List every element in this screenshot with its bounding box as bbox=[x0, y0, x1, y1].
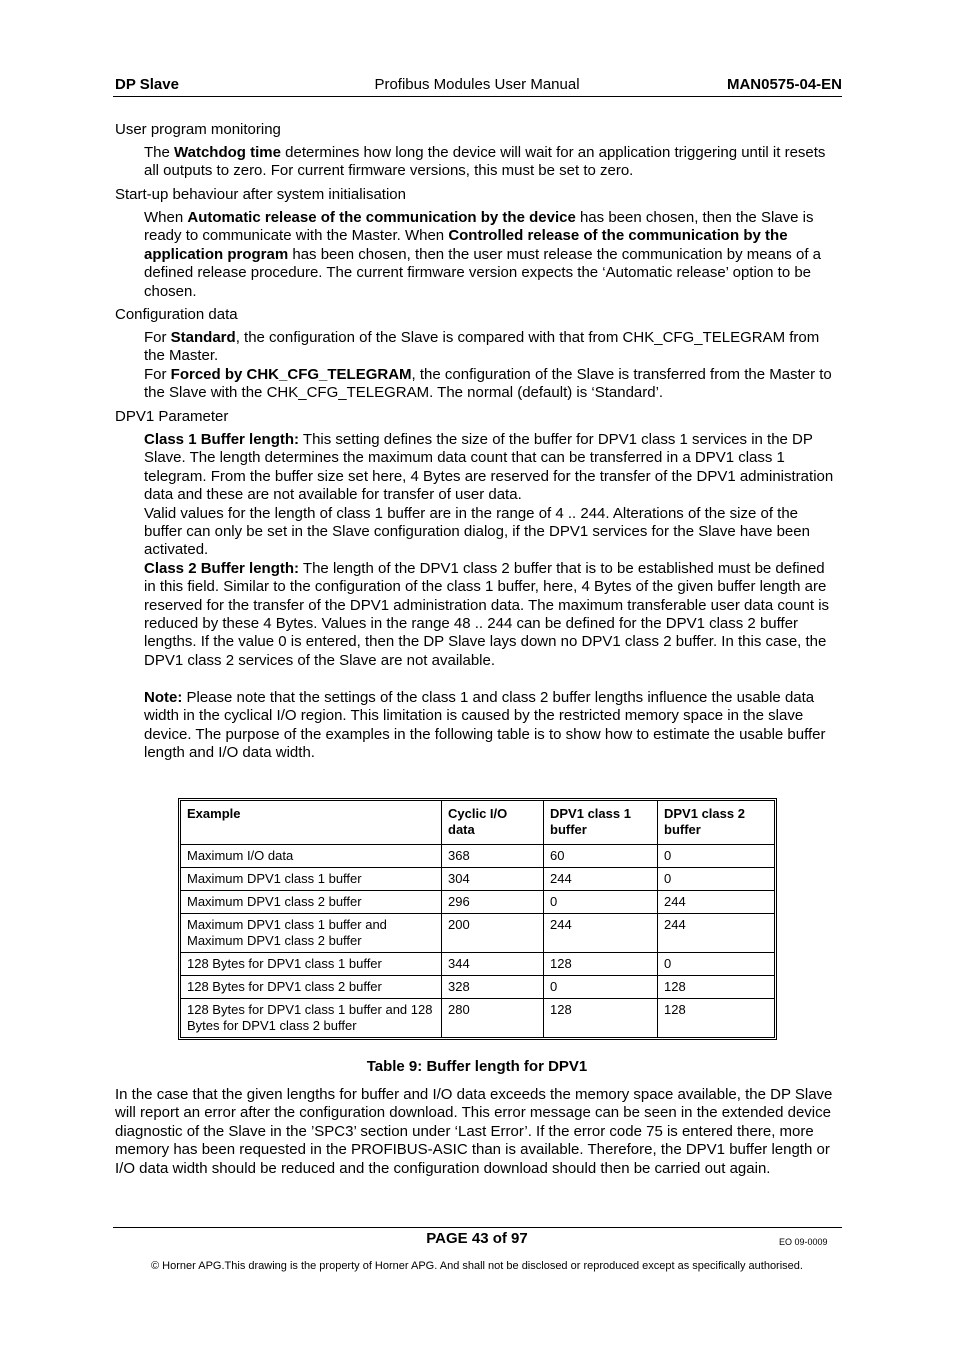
table-cell: 304 bbox=[442, 868, 544, 891]
table-row bbox=[181, 868, 774, 891]
copyright-notice: © Horner APG.This drawing is the property of Horner APG. And shall not be disclosed or reproduced except as specifically authorised. bbox=[151, 1260, 803, 1272]
table-cell: 280 bbox=[442, 999, 544, 1037]
footer-divider bbox=[113, 1227, 842, 1228]
table-cell: 296 bbox=[442, 891, 544, 914]
table-row bbox=[181, 976, 774, 999]
table-cell: 244 bbox=[544, 868, 658, 891]
table-cell: 244 bbox=[658, 914, 774, 953]
table-cell: 0 bbox=[658, 845, 774, 868]
heading-dpv1-parameter: DPV1 Parameter bbox=[115, 408, 229, 425]
table-cell: 244 bbox=[658, 891, 774, 914]
table-cell: 128 bbox=[544, 953, 658, 976]
paragraph-configuration: For Standard, the configuration of the Slave is compared with that from CHK_CFG_TELEGRAM from the Master. For Forced by CHK_CFG_TELEGRAM, the configuration of the Slave is transferred from the Master to the Slave with the CHK_CFG_TELEGRAM. The normal (default) is ‘Standard’. bbox=[144, 329, 832, 402]
table-caption: Table 9: Buffer length for DPV1 bbox=[366, 1058, 588, 1075]
buffer-length-table bbox=[180, 800, 775, 1038]
table-cell: Maximum I/O data bbox=[181, 845, 442, 868]
table-cell: 0 bbox=[544, 891, 658, 914]
table-row bbox=[181, 914, 774, 953]
table-header-row bbox=[181, 801, 774, 845]
paragraph-memory-error: In the case that the given lengths for buffer and I/O data exceeds the memory space available, the DP Slave will report an error after the configuration download. This error message can be seen in the extended device diagnostic of the Slave in the ’SPC3’ section under ‘Last Error’. If the error code 75 is entered there, more memory has been requested in the PROFIBUS-ASIC than is available. Therefore, the DPV1 buffer length or I/O data width should be reduced and the configuration download should then be carried out again. bbox=[115, 1086, 833, 1177]
heading-user-program-monitoring: User program monitoring bbox=[115, 121, 281, 138]
heading-startup-behaviour: Start-up behaviour after system initialisation bbox=[115, 186, 406, 203]
paragraph-watchdog: The Watchdog time determines how long the device will wait for an application triggering until it resets all outputs to zero. For current firmware versions, this must be set to zero. bbox=[144, 144, 826, 180]
paragraph-dpv1: Class 1 Buffer length: This setting defines the size of the buffer for DPV1 class 1 services in the DP Slave. The length determines the maximum data count that can be transferred in a DPV1 class 1 telegram. From the buffer size set here, 4 Bytes are reserved for the transfer of the DPV1 administration data and these are not available for transfer of user data. Valid values for the length of class 1 buffer are in the range of 4 .. 244. Alterations of the size of the buffer can only be set in the Slave configuration dialog, if the DPV1 services for the Slave have been activated. Class 2 Buffer length: The length of the DPV1 class 2 buffer that is to be established must be defined in this field. Similar to the configuration of the class 1 buffer, here, 4 Bytes of the given buffer length are reserved for the transfer of the DPV1 administration data. The maximum transferable user data count is reduced by these 4 Bytes. Values in the range 48 .. 244 can be defined for the DPV1 class 2 buffer lengths. If the value 0 is entered, then the DP Slave lays down no DPV1 class 2 buffer. In this case, the DPV1 class 2 services of the Slave are not available. Note: Please note that the settings of the class 1 and class 2 buffer lengths influence the usable data width in the cyclical I/O region. This limitation is caused by the restricted memory space in the slave device. The purpose of the examples in the following table is to show how to estimate the usable buffer length and I/O data width. bbox=[144, 431, 834, 761]
table-cell: Maximum DPV1 class 1 buffer and Maximum DPV1 class 2 buffer bbox=[181, 914, 442, 953]
table-header-cell: Cyclic I/O data bbox=[442, 801, 544, 845]
header-divider bbox=[113, 96, 842, 97]
table-cell: Maximum DPV1 class 2 buffer bbox=[181, 891, 442, 914]
paragraph-startup: When Automatic release of the communication by the device has been chosen, then the Slave is ready to communicate with the Master. When Controlled release of the communication by the application program has been chosen, then the user must release the communication by means of a defined release procedure. The current firmware version expects the ‘Automatic release’ option to be chosen. bbox=[144, 209, 821, 300]
header-document-title: Profibus Modules User Manual bbox=[374, 76, 580, 93]
table-cell: 344 bbox=[442, 953, 544, 976]
table-header-cell: DPV1 class 1 buffer bbox=[544, 801, 658, 845]
table-cell: 200 bbox=[442, 914, 544, 953]
table-cell: 244 bbox=[544, 914, 658, 953]
table-cell: 128 Bytes for DPV1 class 2 buffer bbox=[181, 976, 442, 999]
table-cell: 128 Bytes for DPV1 class 1 buffer and 128 Bytes for DPV1 class 2 buffer bbox=[181, 999, 442, 1037]
table-cell: 368 bbox=[442, 845, 544, 868]
table-header-cell: DPV1 class 2 buffer bbox=[658, 801, 774, 845]
page-number: PAGE 43 of 97 bbox=[426, 1230, 528, 1247]
table-cell: 0 bbox=[544, 976, 658, 999]
heading-configuration-data: Configuration data bbox=[115, 306, 238, 323]
table-cell: 328 bbox=[442, 976, 544, 999]
eo-number: EO 09-0009 bbox=[779, 1237, 828, 1247]
table-cell: 128 bbox=[658, 976, 774, 999]
table-cell: 128 Bytes for DPV1 class 1 buffer bbox=[181, 953, 442, 976]
header-document-number: MAN0575-04-EN bbox=[726, 76, 842, 93]
table-row bbox=[181, 999, 774, 1037]
table-cell: 0 bbox=[658, 868, 774, 891]
table-cell: Maximum DPV1 class 1 buffer bbox=[181, 868, 442, 891]
table-cell: 0 bbox=[658, 953, 774, 976]
table-row bbox=[181, 845, 774, 868]
table-cell: 128 bbox=[664, 1002, 686, 1017]
table-header-cell: Example bbox=[181, 801, 442, 845]
table-cell: 60 bbox=[544, 845, 658, 868]
table-row bbox=[181, 891, 774, 914]
table-cell: 128 bbox=[544, 999, 658, 1037]
header-section-title: DP Slave bbox=[115, 76, 179, 93]
table-row bbox=[181, 953, 774, 976]
